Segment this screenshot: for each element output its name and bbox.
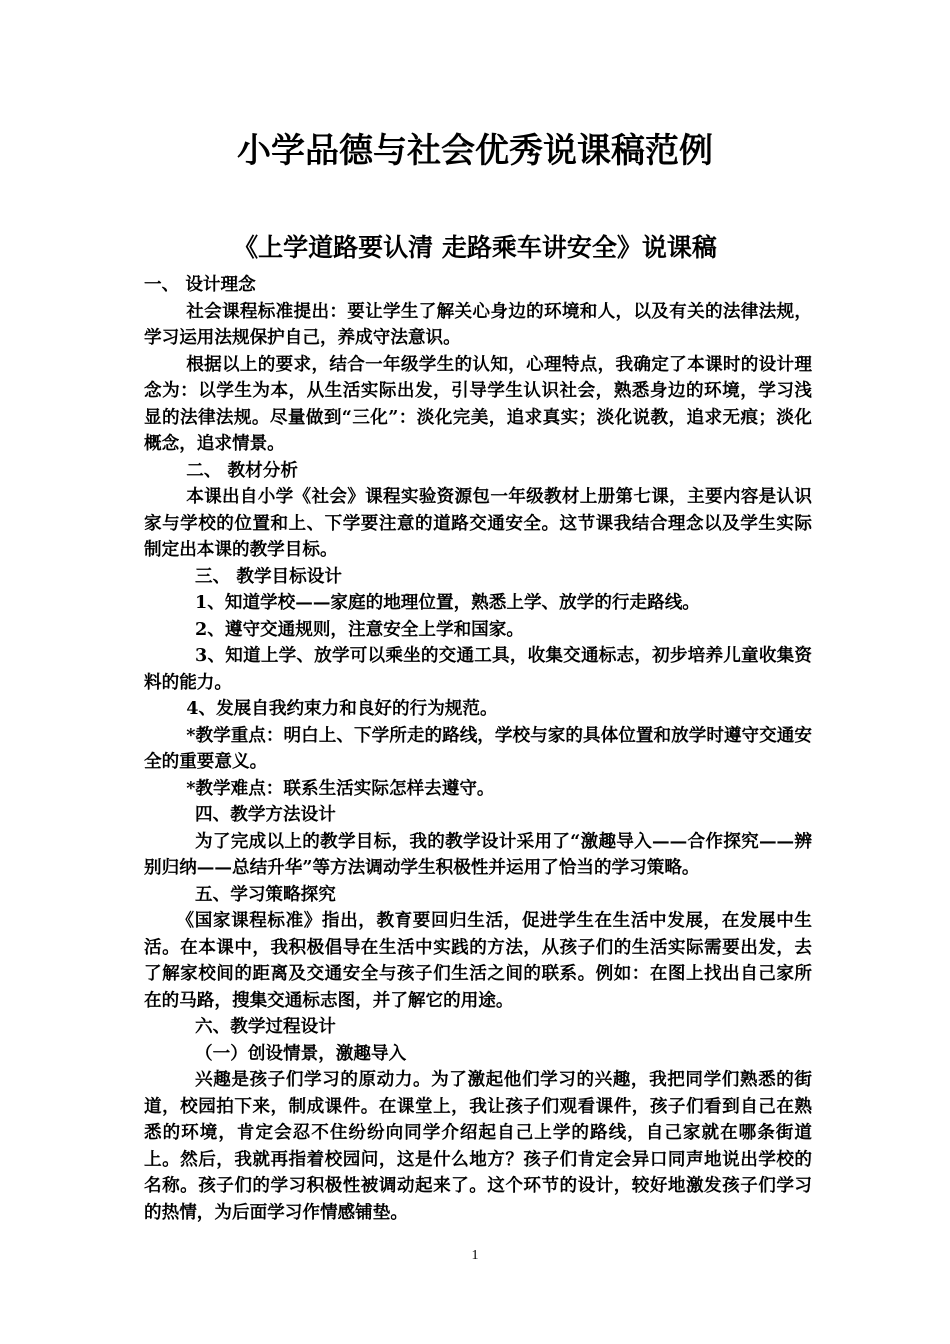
paragraph: 3、知道上学、放学可以乘坐的交通工具，收集交通标志，初步培养儿童收集资料的能力。 xyxy=(144,645,812,693)
paragraph: 兴趣是孩子们学习的原动力。为了激起他们学习的兴趣，我把同学们熟悉的街道，校园拍下来，制成课件。在课堂上，我让孩子们观看课件，孩子们看到自己在熟悉的环境，肯定会忍不住纷纷向同学介绍起自己上学的路线，自己家就在哪条街道上。然后，我就再指着校园问，这是什么地方？孩子们肯定会异口同声地说出学校的名称。孩子们的学习积极性被调动起来了。这个环节的设计，较好地激发孩子们学习的热情，为后面学习作情感铺垫。 xyxy=(144,1069,812,1223)
paragraph: *教学难点：联系生活实际怎样去遵守。 xyxy=(186,777,495,799)
paragraph: 根据以上的要求，结合一年级学生的认知，心理特点，我确定了本课时的设计理念为：以学生为本，从生活实际出发，引导学生认识社会，熟悉身边的环境，学习浅显的法律法规。尽量做到“三化”：淡化完美，追求真实；淡化说教，追求无痕；淡化概念，追求情景。 xyxy=(144,353,812,454)
paragraph: 六、教学过程设计 xyxy=(195,1016,336,1037)
document-title: 小学品德与社会优秀说课稿范例 xyxy=(237,131,713,171)
paragraph: 4、发展自我约束力和良好的行为规范。 xyxy=(186,698,498,719)
paragraph: 本课出自小学《社会》课程实验资源包一年级教材上册第七课，主要内容是认识家与学校的位置和上、下学要注意的道路交通安全。这节课我结合理念以及学生实际制定出本课的教学目标。 xyxy=(144,486,812,560)
paragraph: 二、 教材分析 xyxy=(186,459,298,481)
paragraph: 社会课程标准提出：要让学生了解关心身边的环境和人，以及有关的法律法规，学习运用法规保护自己，养成守法意识。 xyxy=(144,300,812,348)
paragraph: 三、 教学目标设计 xyxy=(195,565,342,587)
page-number: 1 xyxy=(471,1248,479,1263)
paragraph: 《国家课程标准》指出，教育要回归生活，促进学生在生活中发展，在发展中生活。在本课中，我积极倡导在生活中实践的方法，从孩子们的生活实际需要出发，去了解家校间的距离及交通安全与孩子们生活之间的联系。例如：在图上找出自己家所在的马路，搜集交通标志图，并了解它的用途。 xyxy=(144,910,812,1011)
paragraph: 四、教学方法设计 xyxy=(195,804,336,825)
paragraph: 为了完成以上的教学目标，我的教学设计采用了“激趣导入——合作探究——辨别归纳——总结升华”等方法调动学生积极性并运用了恰当的学习策略。 xyxy=(144,830,812,878)
paragraph: *教学重点：明白上、下学所走的路线，学校与家的具体位置和放学时遵守交通安全的重要意义。 xyxy=(144,724,812,772)
document-subtitle: 《上学道路要认清 走路乘车讲安全》说课稿 xyxy=(233,233,717,262)
paragraph: （一）创设情景，激趣导入 xyxy=(195,1042,407,1064)
document-body xyxy=(144,272,812,1226)
paragraph: 一、 设计理念 xyxy=(144,274,256,295)
paragraph: 1、知道学校——家庭的地理位置，熟悉上学、放学的行走路线。 xyxy=(195,592,700,613)
paragraph: 五、学习策略探究 xyxy=(195,883,336,905)
paragraph: 2、遵守交通规则，注意安全上学和国家。 xyxy=(195,618,524,640)
